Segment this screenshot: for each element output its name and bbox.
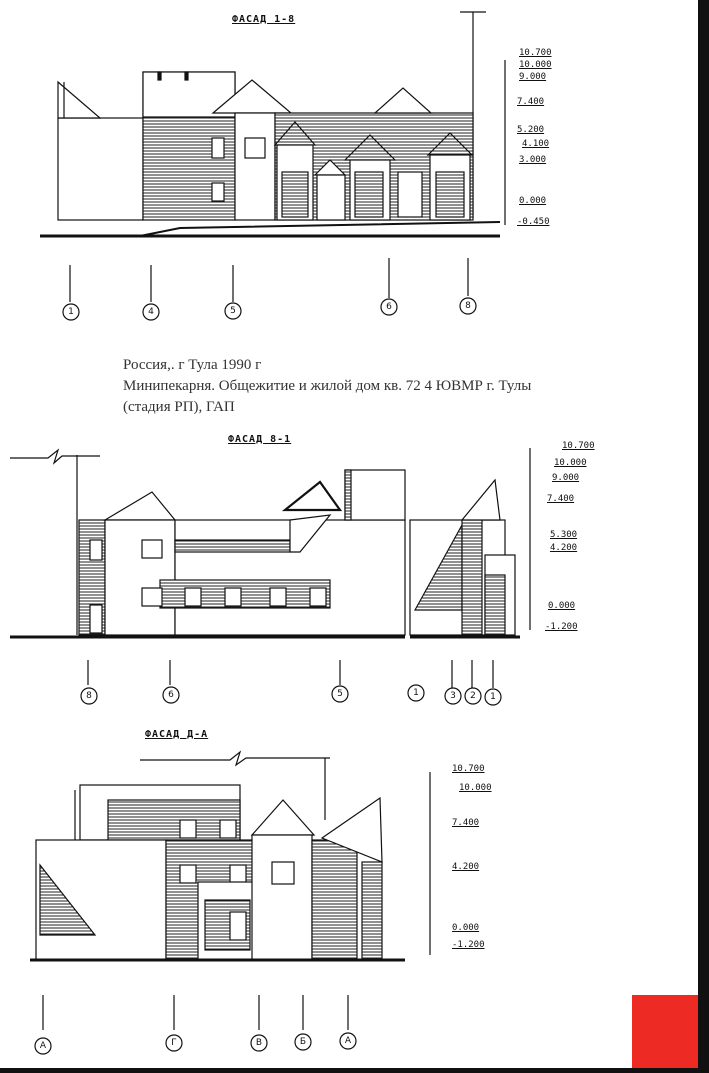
bottom-frame-bar <box>0 1068 709 1073</box>
level-mark: -1.200 <box>452 940 485 950</box>
level-mark: 10.000 <box>459 783 492 793</box>
level-mark: 3.000 <box>519 155 547 165</box>
axis-label: А <box>344 1036 352 1046</box>
axis-label: 4 <box>148 307 154 317</box>
level-mark: 0.000 <box>519 196 547 206</box>
facade-1-8-title: ФАСАД 1-8 <box>232 14 296 25</box>
caption-line-3: (стадия РП), ГАП <box>123 399 235 415</box>
facade-1-8-drawing <box>40 12 505 320</box>
axis-label: Б <box>299 1037 307 1047</box>
red-accent-square <box>632 995 698 1068</box>
level-mark: 0.000 <box>452 923 480 933</box>
level-mark: 10.700 <box>562 441 595 451</box>
level-mark: -1.200 <box>545 622 578 632</box>
axis-label: В <box>255 1038 263 1048</box>
level-mark: 10.000 <box>519 60 552 70</box>
axis-label: 8 <box>465 301 471 311</box>
axis-label: Г <box>171 1038 177 1048</box>
axis-label: 8 <box>86 691 92 701</box>
project-caption <box>123 355 531 418</box>
level-mark: 10.000 <box>554 458 587 468</box>
facade-8-1-title: ФАСАД 8-1 <box>228 434 292 445</box>
axis-label: 5 <box>337 689 343 699</box>
level-mark: 4.200 <box>550 543 578 553</box>
axis-label: 1 <box>68 307 74 317</box>
facade-8-1-drawing <box>10 448 530 705</box>
axis-label: 2 <box>470 691 476 701</box>
level-mark: 4.200 <box>452 862 480 872</box>
level-mark: 5.300 <box>550 530 578 540</box>
level-mark: 9.000 <box>552 473 580 483</box>
level-mark: 7.400 <box>452 818 480 828</box>
axis-label: 6 <box>168 690 174 700</box>
caption-line-2: Минипекарня. Общежитие и жилой дом кв. 72 4 ЮВМР г. Тулы <box>123 378 532 394</box>
level-mark: 0.000 <box>548 601 576 611</box>
facade-d-a-drawing <box>30 752 430 1054</box>
axis-label: 1 <box>413 688 419 698</box>
axis-label: 1 <box>490 692 496 702</box>
right-frame-bar <box>698 0 709 1073</box>
level-mark: 5.200 <box>517 125 545 135</box>
level-mark: 7.400 <box>517 97 545 107</box>
level-mark: 9.000 <box>519 72 547 82</box>
level-mark: 10.700 <box>519 48 552 58</box>
facade-d-a-title: ФАСАД Д-А <box>145 729 209 740</box>
axis-label: 6 <box>386 302 392 312</box>
level-mark: 4.100 <box>522 139 550 149</box>
level-mark: 7.400 <box>547 494 575 504</box>
axis-label: А <box>39 1041 47 1051</box>
caption-line-1: Россия,. г Тула 1990 г <box>123 357 262 373</box>
axis-label: 3 <box>450 691 456 701</box>
level-mark: 10.700 <box>452 764 485 774</box>
axis-label: 5 <box>230 306 236 316</box>
level-mark: -0.450 <box>517 217 550 227</box>
